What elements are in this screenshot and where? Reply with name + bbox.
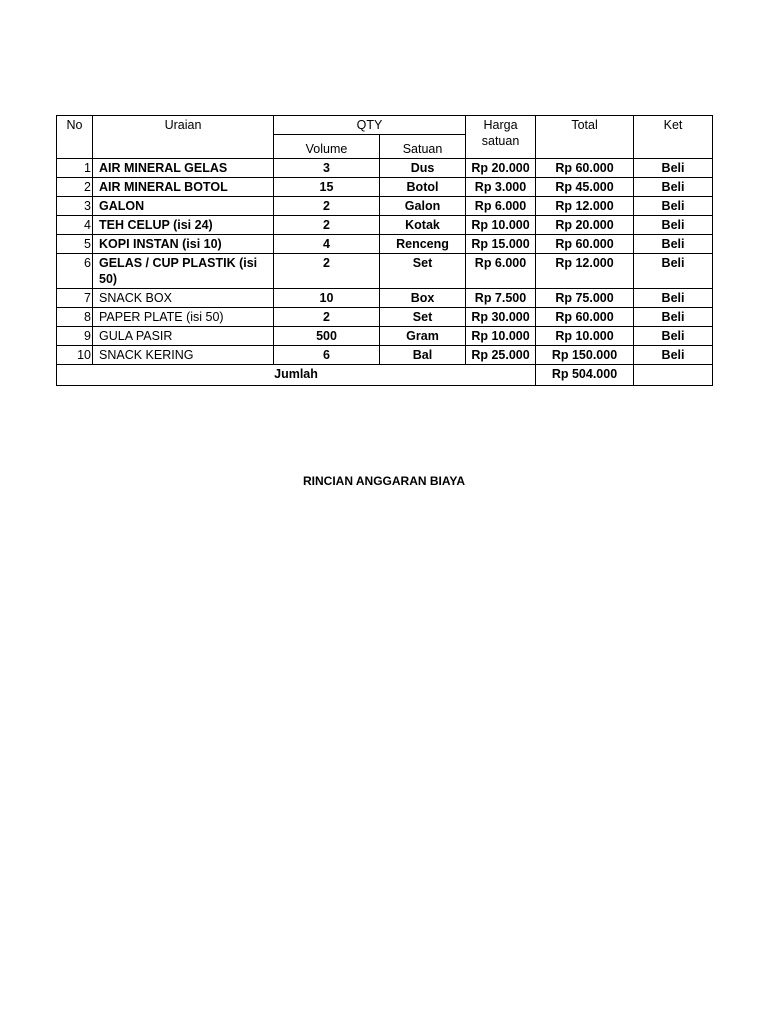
table-row bbox=[57, 216, 713, 235]
cell-total: Rp 45.000 bbox=[536, 178, 634, 197]
total-row bbox=[57, 365, 713, 386]
cell-harga: Rp 6.000 bbox=[466, 254, 536, 289]
cell-volume: 15 bbox=[274, 178, 380, 197]
cell-satuan: Set bbox=[380, 254, 466, 289]
cell-volume: 2 bbox=[274, 254, 380, 289]
cell-satuan: Botol bbox=[380, 178, 466, 197]
cell-volume: 500 bbox=[274, 327, 380, 346]
cell-harga: Rp 30.000 bbox=[466, 308, 536, 327]
cell-no: 6 bbox=[57, 254, 93, 289]
cell-ket: Beli bbox=[634, 289, 713, 308]
cell-ket: Beli bbox=[634, 308, 713, 327]
cell-harga: Rp 25.000 bbox=[466, 346, 536, 365]
cell-item: SNACK BOX bbox=[93, 289, 274, 308]
cell-no: 10 bbox=[57, 346, 93, 365]
cell-total: Rp 10.000 bbox=[536, 327, 634, 346]
cell-item: AIR MINERAL GELAS bbox=[93, 159, 274, 178]
header-row-1 bbox=[57, 116, 713, 135]
cell-item: TEH CELUP (isi 24) bbox=[93, 216, 274, 235]
cell-harga: Rp 3.000 bbox=[466, 178, 536, 197]
cell-no: 1 bbox=[57, 159, 93, 178]
cell-harga: Rp 10.000 bbox=[466, 327, 536, 346]
total-label: Jumlah bbox=[57, 365, 536, 386]
cell-volume: 4 bbox=[274, 235, 380, 254]
cell-volume: 10 bbox=[274, 289, 380, 308]
cell-item: GALON bbox=[93, 197, 274, 216]
table-row bbox=[57, 178, 713, 197]
table-row bbox=[57, 289, 713, 308]
cell-satuan: Gram bbox=[380, 327, 466, 346]
cell-no: 8 bbox=[57, 308, 93, 327]
cell-volume: 6 bbox=[274, 346, 380, 365]
header-uraian: Uraian bbox=[93, 116, 274, 159]
cell-total: Rp 20.000 bbox=[536, 216, 634, 235]
cell-ket: Beli bbox=[634, 159, 713, 178]
cell-satuan: Renceng bbox=[380, 235, 466, 254]
table-row bbox=[57, 346, 713, 365]
cell-item: GULA PASIR bbox=[93, 327, 274, 346]
cell-item: PAPER PLATE (isi 50) bbox=[93, 308, 274, 327]
cell-satuan: Box bbox=[380, 289, 466, 308]
cell-no: 2 bbox=[57, 178, 93, 197]
cell-total: Rp 60.000 bbox=[536, 308, 634, 327]
cell-harga: Rp 7.500 bbox=[466, 289, 536, 308]
cell-ket: Beli bbox=[634, 235, 713, 254]
cell-total: Rp 75.000 bbox=[536, 289, 634, 308]
header-volume: Volume bbox=[274, 135, 380, 159]
cell-item: AIR MINERAL BOTOL bbox=[93, 178, 274, 197]
cell-total: Rp 60.000 bbox=[536, 159, 634, 178]
cell-total: Rp 150.000 bbox=[536, 346, 634, 365]
cell-harga: Rp 10.000 bbox=[466, 216, 536, 235]
header-satuan: Satuan bbox=[380, 135, 466, 159]
cell-volume: 2 bbox=[274, 216, 380, 235]
table-row bbox=[57, 327, 713, 346]
cell-volume: 3 bbox=[274, 159, 380, 178]
cell-ket: Beli bbox=[634, 327, 713, 346]
cell-volume: 2 bbox=[274, 308, 380, 327]
cell-harga: Rp 20.000 bbox=[466, 159, 536, 178]
cell-no: 4 bbox=[57, 216, 93, 235]
cell-ket: Beli bbox=[634, 216, 713, 235]
cell-no: 7 bbox=[57, 289, 93, 308]
table-row bbox=[57, 197, 713, 216]
total-ket-empty bbox=[634, 365, 713, 386]
cell-ket: Beli bbox=[634, 178, 713, 197]
cell-item: KOPI INSTAN (isi 10) bbox=[93, 235, 274, 254]
cell-no: 3 bbox=[57, 197, 93, 216]
header-no: No bbox=[57, 116, 93, 159]
table-row bbox=[57, 235, 713, 254]
cell-ket: Beli bbox=[634, 254, 713, 289]
cell-ket: Beli bbox=[634, 346, 713, 365]
cell-item: GELAS / CUP PLASTIK (isi 50) bbox=[93, 254, 274, 289]
cell-satuan: Bal bbox=[380, 346, 466, 365]
cell-harga: Rp 6.000 bbox=[466, 197, 536, 216]
cell-total: Rp 60.000 bbox=[536, 235, 634, 254]
cell-satuan: Set bbox=[380, 308, 466, 327]
table-row bbox=[57, 254, 713, 289]
table-caption: RINCIAN ANGGARAN BIAYA bbox=[302, 474, 466, 488]
cell-satuan: Galon bbox=[380, 197, 466, 216]
cell-satuan: Kotak bbox=[380, 216, 466, 235]
table-row bbox=[57, 159, 713, 178]
table-row bbox=[57, 308, 713, 327]
total-value: Rp 504.000 bbox=[536, 365, 634, 386]
cell-satuan: Dus bbox=[380, 159, 466, 178]
cell-volume: 2 bbox=[274, 197, 380, 216]
cell-total: Rp 12.000 bbox=[536, 254, 634, 289]
cell-no: 5 bbox=[57, 235, 93, 254]
cell-harga: Rp 15.000 bbox=[466, 235, 536, 254]
header-total: Total bbox=[536, 116, 634, 159]
cell-ket: Beli bbox=[634, 197, 713, 216]
header-ket: Ket bbox=[634, 116, 713, 159]
cell-item: SNACK KERING bbox=[93, 346, 274, 365]
cell-total: Rp 12.000 bbox=[536, 197, 634, 216]
header-qty: QTY bbox=[274, 116, 466, 135]
header-harga: Harga satuan bbox=[466, 116, 536, 159]
cell-no: 9 bbox=[57, 327, 93, 346]
budget-table bbox=[56, 115, 713, 386]
